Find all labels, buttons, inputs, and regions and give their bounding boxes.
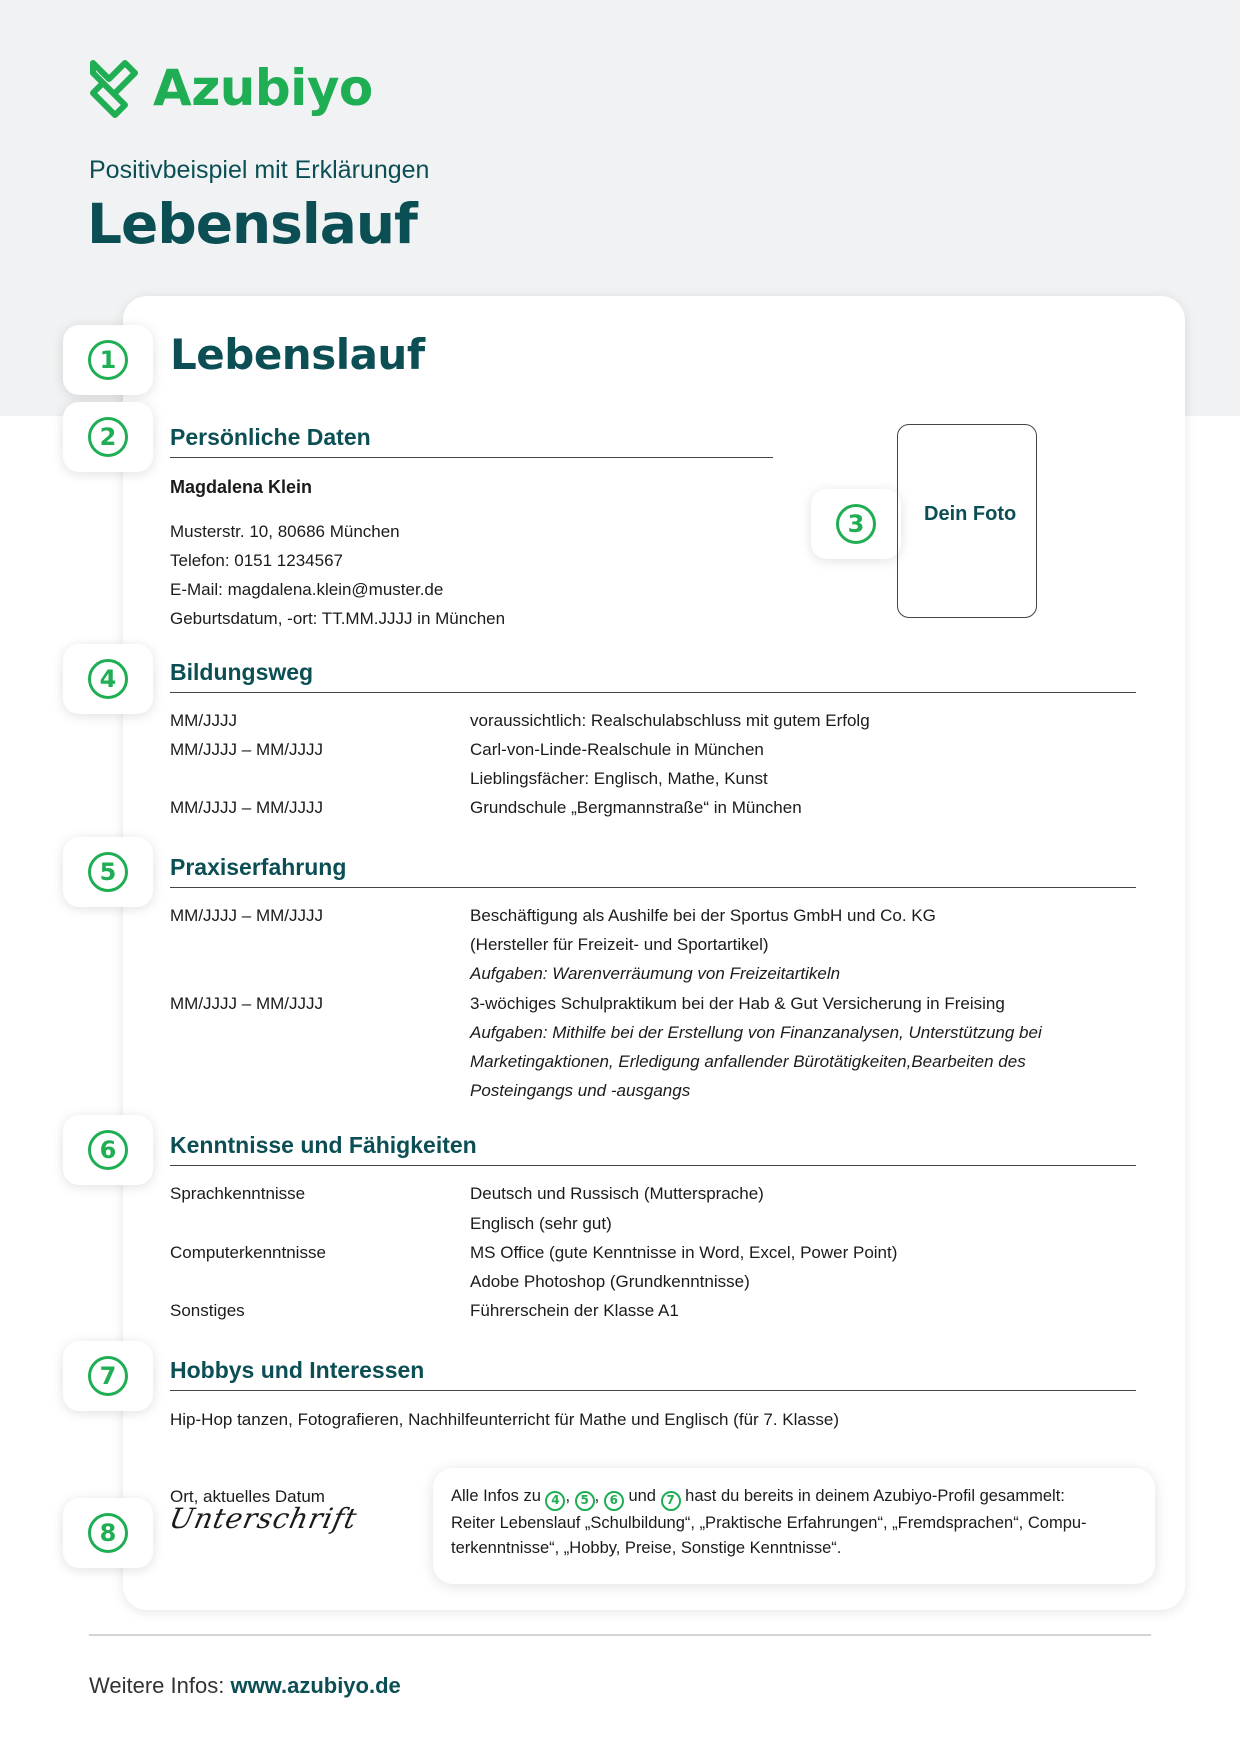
section-skills-heading: Kenntnisse und Fähigkeiten: [170, 1132, 1136, 1166]
info-prefix: Alle Infos zu: [451, 1487, 541, 1505]
mini-badge-6: 6: [604, 1491, 624, 1511]
skills-entry: MS Office (gute Kenntnisse in Word, Excel, Power Point): [470, 1243, 898, 1262]
footer-divider: [89, 1634, 1151, 1636]
skills-entry: Führerschein der Klasse A1: [470, 1301, 679, 1320]
footer-link[interactable]: www.azubiyo.de: [230, 1673, 401, 1698]
mini-badge-7: 7: [661, 1491, 681, 1511]
badge-number: 8: [88, 1513, 128, 1553]
info-and: und: [628, 1487, 656, 1505]
place-date: Ort, aktuelles Datum: [170, 1487, 325, 1506]
info-suffix: hast du bereits in deinem Azubiyo-Profil gesammelt:: [685, 1487, 1065, 1505]
info-comma: ,: [565, 1487, 571, 1505]
logo-text: Azubiyo: [153, 59, 373, 117]
section-education-heading: Bildungsweg: [170, 659, 1136, 693]
experience-entry: (Hersteller für Freizeit- und Sportartikel): [470, 935, 769, 954]
badge-number: 5: [88, 852, 128, 892]
badge-8: [63, 1498, 153, 1568]
mini-badge-4: 4: [545, 1491, 565, 1511]
skills-label: Sprachkenntnisse: [170, 1184, 306, 1203]
experience-tasks: Aufgaben: Mithilfe bei der Erstellung von Finanzanalysen, Unterstützung bei: [470, 1023, 1042, 1042]
experience-entry: 3-wöchiges Schulpraktikum bei der Hab & Gut Versicherung in Freising: [470, 994, 1005, 1013]
skills-label: Sonstiges: [170, 1301, 245, 1320]
badge-number: 3: [836, 504, 876, 544]
experience-tasks: Aufgaben: Warenverräumung von Freizeitartikeln: [470, 964, 841, 983]
badge-5: [63, 837, 153, 907]
photo-label: Dein Foto: [924, 503, 1017, 525]
info-box: [433, 1468, 1155, 1584]
badge-number: 4: [88, 659, 128, 699]
page-subtitle: Positivbeispiel mit Erklärungen: [89, 156, 430, 184]
education-entry: Carl-von-Linde-Realschule in München: [470, 740, 764, 759]
applicant-email: E-Mail: magdalena.klein@muster.de: [170, 580, 444, 599]
badge-3: [811, 489, 901, 559]
cv-title: Lebenslauf: [170, 330, 425, 379]
badge-2: [63, 402, 153, 472]
applicant-name: Magdalena Klein: [170, 477, 313, 497]
signature: Unterschrift: [166, 1502, 361, 1535]
info-line-2: Reiter Lebenslauf „Schulbildung“, „Praktische Erfahrungen“, „Fremdsprachen“, Compu-: [451, 1513, 1087, 1532]
info-line-3: terkenntnisse“, „Hobby, Preise, Sonstige Kenntnisse“.: [451, 1538, 842, 1557]
section-personal-heading: Persönliche Daten: [170, 424, 773, 458]
footer-label: Weitere Infos:: [89, 1673, 225, 1698]
badge-6: [63, 1115, 153, 1185]
mini-badge-5: 5: [575, 1491, 595, 1511]
skills-entry: Deutsch und Russisch (Muttersprache): [470, 1184, 764, 1203]
info-line-1: [451, 1484, 1137, 1511]
experience-tasks: Posteingangs und -ausgangs: [470, 1081, 691, 1100]
page-title: Lebenslauf: [87, 192, 417, 256]
hobbies-text: Hip-Hop tanzen, Fotografieren, Nachhilfeunterricht für Mathe und Englisch (für 7. Klasse): [170, 1410, 839, 1429]
badge-number: 1: [88, 340, 128, 380]
education-entry: Grundschule „Bergmannstraße“ in München: [470, 798, 802, 817]
skills-entry: Englisch (sehr gut): [470, 1214, 612, 1233]
skills-entry: Adobe Photoshop (Grundkenntnisse): [470, 1272, 750, 1291]
education-entry: Lieblingsfächer: Englisch, Mathe, Kunst: [470, 769, 768, 788]
education-entry: voraussichtlich: Realschulabschluss mit gutem Erfolg: [470, 711, 870, 730]
experience-entry: Beschäftigung als Aushilfe bei der Sportus GmbH und Co. KG: [470, 906, 936, 925]
experience-date: MM/JJJJ – MM/JJJJ: [170, 994, 323, 1013]
section-experience-heading: Praxiserfahrung: [170, 854, 1136, 888]
education-date: MM/JJJJ: [170, 711, 238, 730]
badge-number: 2: [88, 417, 128, 457]
azubiyo-logo-icon: [87, 57, 141, 119]
badge-4: [63, 644, 153, 714]
experience-tasks: Marketingaktionen, Erledigung anfallender Bürotätigkeiten,Bearbeiten des: [470, 1052, 1026, 1071]
experience-date: MM/JJJJ – MM/JJJJ: [170, 906, 323, 925]
badge-number: 7: [88, 1356, 128, 1396]
education-date: MM/JJJJ – MM/JJJJ: [170, 798, 323, 817]
azubiyo-logo[interactable]: [87, 57, 373, 119]
info-comma: ,: [594, 1487, 600, 1505]
footer: [89, 1673, 401, 1699]
badge-1: [63, 325, 153, 395]
badge-number: 6: [88, 1130, 128, 1170]
skills-label: Computerkenntnisse: [170, 1243, 326, 1262]
education-date: MM/JJJJ – MM/JJJJ: [170, 740, 323, 759]
section-hobbies-heading: Hobbys und Interessen: [170, 1357, 1136, 1391]
applicant-birth: Geburtsdatum, -ort: TT.MM.JJJJ in München: [170, 609, 506, 628]
applicant-phone: Telefon: 0151 1234567: [170, 551, 343, 570]
badge-7: [63, 1341, 153, 1411]
applicant-address: Musterstr. 10, 80686 München: [170, 522, 400, 541]
